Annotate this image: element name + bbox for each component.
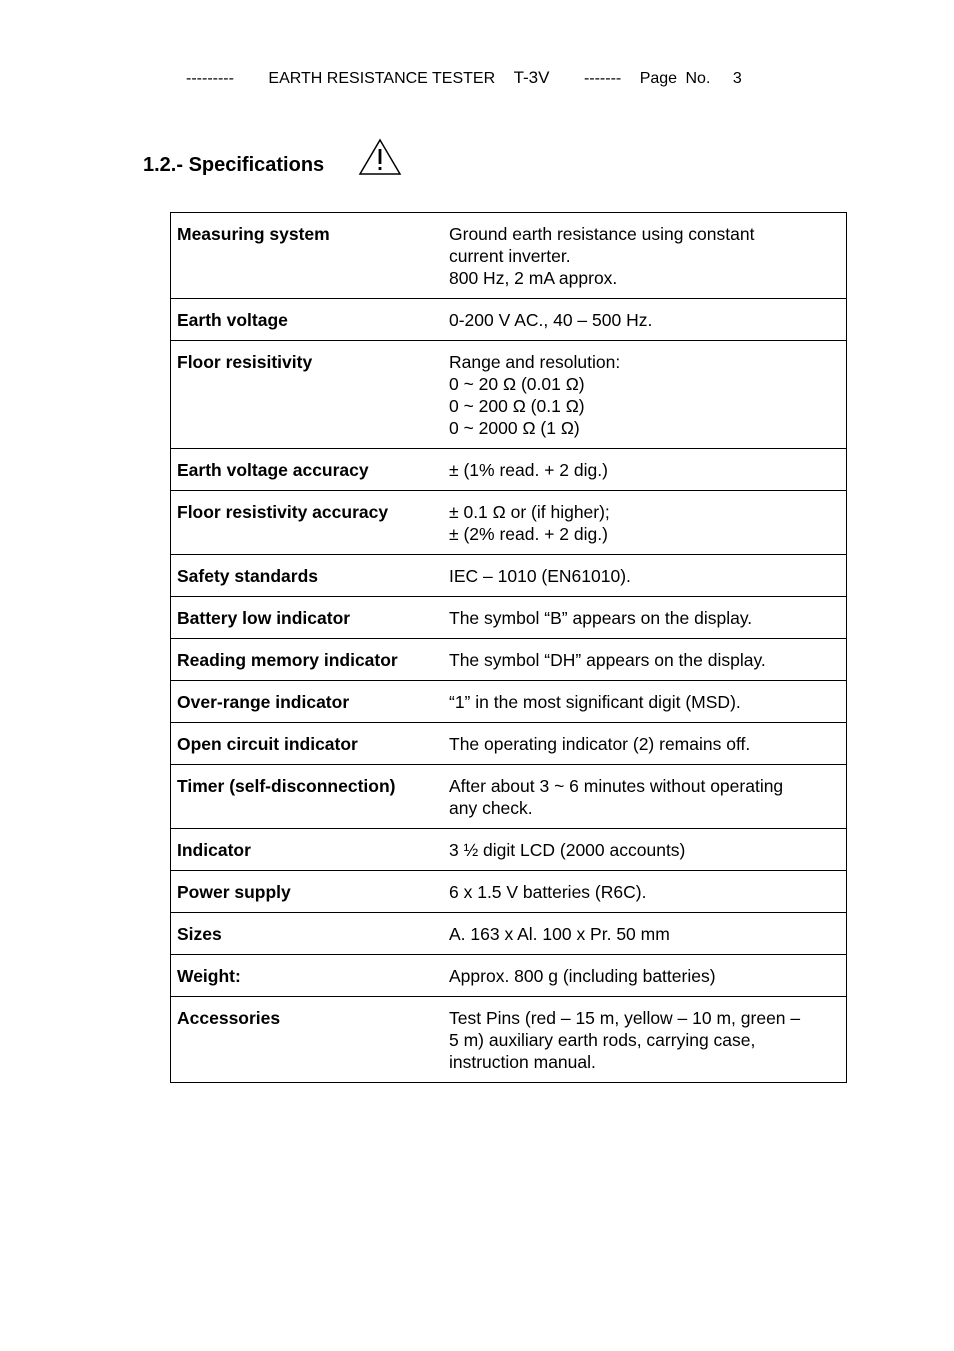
spec-label: Timer (self-disconnection) (171, 765, 444, 829)
spec-value-line: 800 Hz, 2 mA approx. (449, 268, 618, 288)
spec-value (443, 913, 847, 955)
spec-value-line: ± (2% read. + 2 dig.) (449, 524, 608, 544)
spec-value (443, 449, 847, 491)
spec-label: Floor resistivity accuracy (171, 491, 444, 555)
spec-value (443, 829, 847, 871)
spec-row (171, 639, 847, 681)
spec-row (171, 299, 847, 341)
spec-value-line: 0-200 V AC., 40 – 500 Hz. (449, 310, 653, 330)
spec-value-line: 6 x 1.5 V batteries (R6C). (449, 882, 647, 902)
spec-value-line: 5 m) auxiliary earth rods, carrying case, (449, 1030, 756, 1050)
spec-value-line: Test Pins (red – 15 m, yellow – 10 m, green – (449, 1008, 801, 1028)
header-model: T-3V (513, 68, 550, 87)
spec-value-line: current inverter. (449, 246, 571, 266)
spec-value (443, 341, 847, 449)
spec-value (443, 723, 847, 765)
spec-row (171, 681, 847, 723)
spec-row (171, 871, 847, 913)
spec-value (443, 213, 847, 299)
spec-row (171, 555, 847, 597)
spec-value (443, 955, 847, 997)
spec-row (171, 765, 847, 829)
spec-label: Reading memory indicator (171, 639, 444, 681)
spec-row (171, 213, 847, 299)
section-title: 1.2.- Specifications (143, 154, 325, 176)
spec-label: Earth voltage (171, 299, 444, 341)
spec-value-line: IEC – 1010 (EN61010). (449, 566, 631, 586)
spec-value-line: A. 163 x Al. 100 x Pr. 50 mm (449, 924, 670, 944)
spec-value-line: After about 3 ~ 6 minutes without operating (449, 776, 784, 796)
spec-row (171, 491, 847, 555)
header-dash-right: ------- (583, 70, 622, 87)
spec-value (443, 491, 847, 555)
spec-value-line: 3 ½ digit LCD (2000 accounts) (449, 840, 686, 860)
header-page-label: Page No. (639, 70, 711, 87)
spec-label: Accessories (171, 997, 444, 1083)
spec-value-line: “1” in the most significant digit (MSD). (449, 692, 741, 712)
spec-value-line: ± 0.1 Ω or (if higher); (449, 502, 610, 522)
spec-row (171, 341, 847, 449)
spec-value-line: Approx. 800 g (including batteries) (449, 966, 716, 986)
spec-row (171, 449, 847, 491)
spec-row (171, 997, 847, 1083)
spec-label: Battery low indicator (171, 597, 444, 639)
spec-value-line: any check. (449, 798, 533, 818)
spec-value (443, 639, 847, 681)
spec-value (443, 555, 847, 597)
spec-row (171, 913, 847, 955)
spec-label: Earth voltage accuracy (171, 449, 444, 491)
page-header (186, 68, 742, 88)
spec-value (443, 681, 847, 723)
header-page-number: 3 (732, 70, 742, 87)
spec-label: Measuring system (171, 213, 444, 299)
spec-value-line: instruction manual. (449, 1052, 596, 1072)
spec-label: Safety standards (171, 555, 444, 597)
spec-label: Over-range indicator (171, 681, 444, 723)
spec-value (443, 765, 847, 829)
spec-value (443, 871, 847, 913)
spec-label: Floor resisitivity (171, 341, 444, 449)
header-title: EARTH RESISTANCE TESTER (268, 70, 496, 87)
specifications-body (171, 213, 847, 1083)
header-dash-left: --------- (186, 70, 234, 87)
spec-value-line: The symbol “B” appears on the display. (449, 608, 753, 628)
spec-value-line: ± (1% read. + 2 dig.) (449, 460, 608, 480)
spec-value-line: 0 ~ 20 Ω (0.01 Ω) (449, 374, 585, 394)
spec-label: Sizes (171, 913, 444, 955)
spec-row (171, 955, 847, 997)
warning-triangle-icon (358, 138, 402, 176)
spec-value-line: The operating indicator (2) remains off. (449, 734, 751, 754)
spec-row (171, 829, 847, 871)
spec-value (443, 597, 847, 639)
specifications-table (170, 212, 847, 1083)
spec-value-line: Range and resolution: (449, 352, 621, 372)
spec-label: Indicator (171, 829, 444, 871)
spec-value-line: 0 ~ 2000 Ω (1 Ω) (449, 418, 580, 438)
spec-label: Power supply (171, 871, 444, 913)
spec-value-line: The symbol “DH” appears on the display. (449, 650, 766, 670)
spec-row (171, 597, 847, 639)
spec-value (443, 299, 847, 341)
spec-value-line: 0 ~ 200 Ω (0.1 Ω) (449, 396, 585, 416)
spec-label: Open circuit indicator (171, 723, 444, 765)
spec-label: Weight: (171, 955, 444, 997)
spec-value (443, 997, 847, 1083)
spec-value-line: Ground earth resistance using constant (449, 224, 755, 244)
spec-row (171, 723, 847, 765)
